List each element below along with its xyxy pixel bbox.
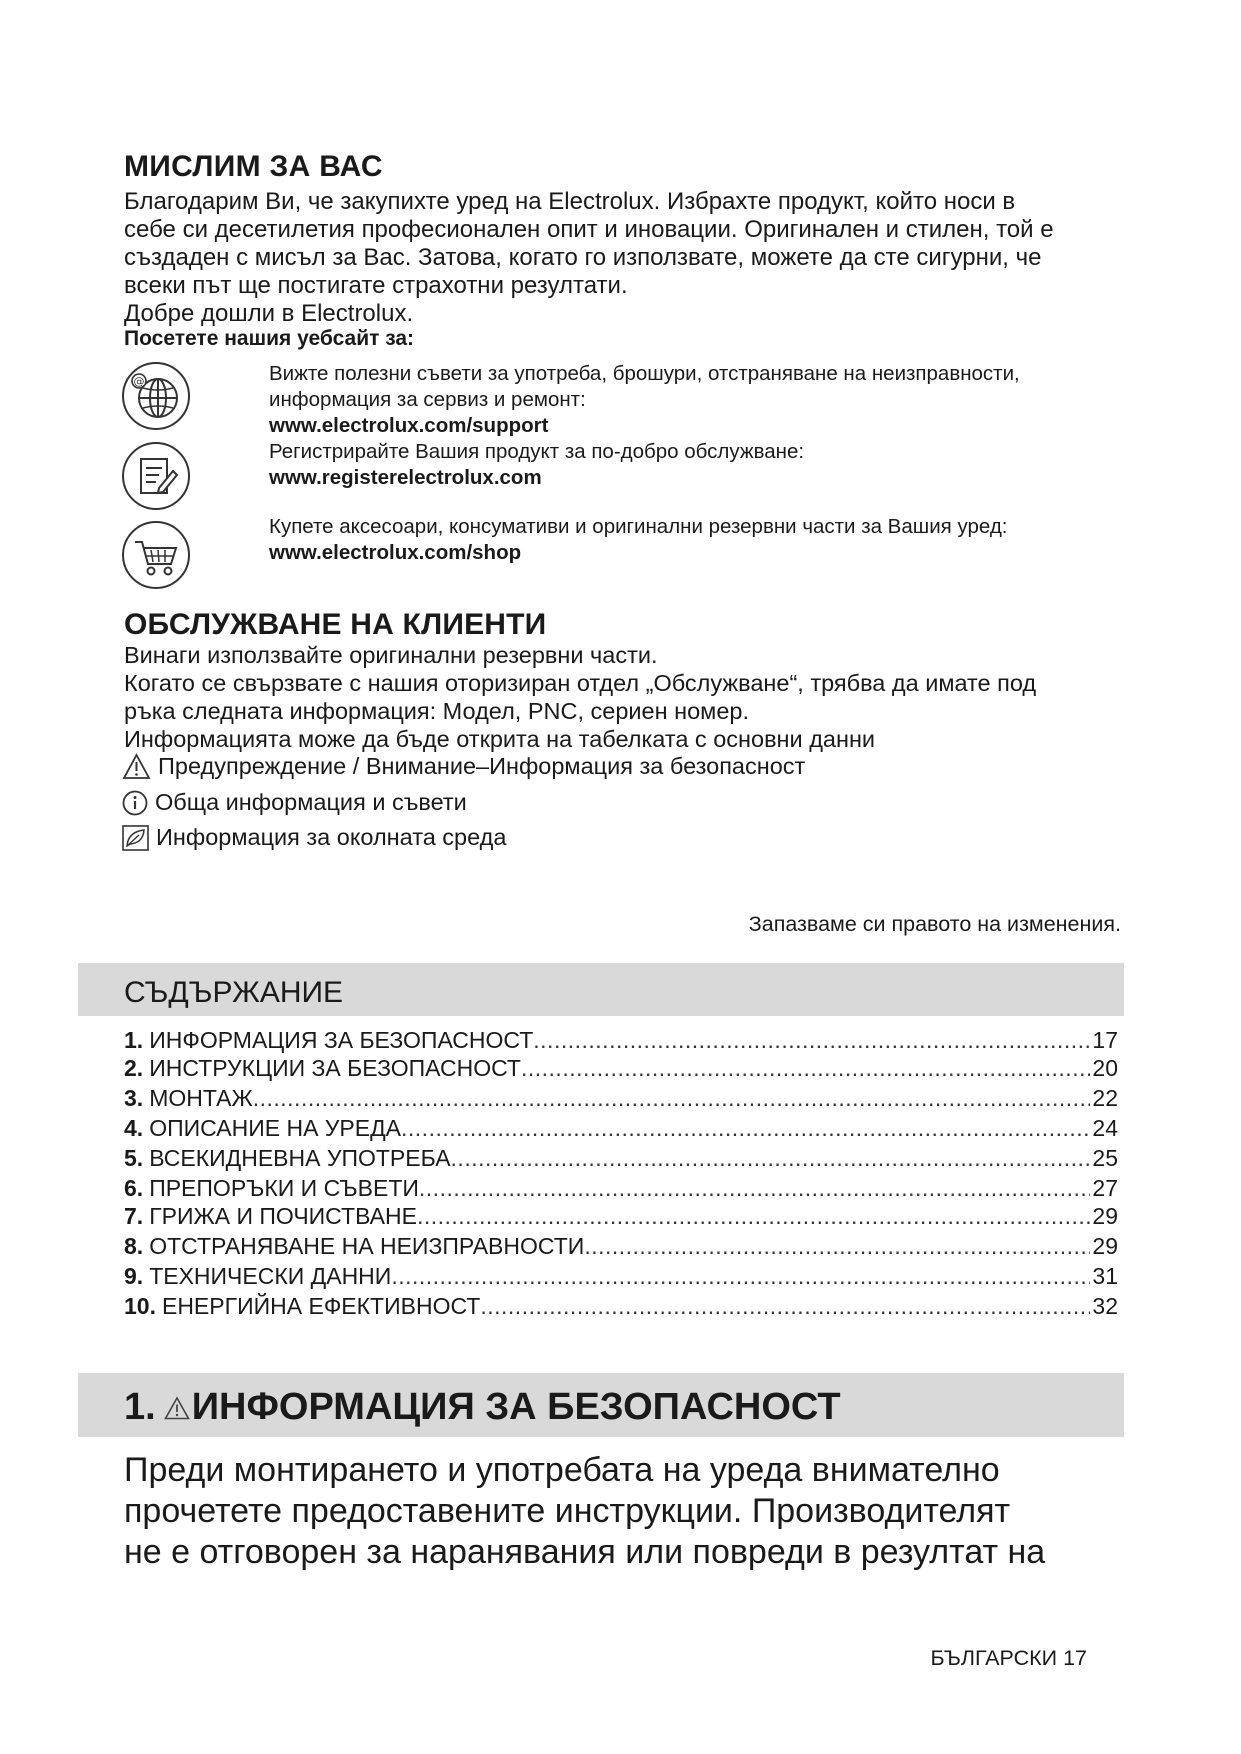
toc-page: 17 [1092, 1027, 1118, 1053]
toc-page: 22 [1092, 1085, 1118, 1111]
visit-website-heading: Посетете нашия уебсайт за: [124, 327, 415, 350]
toc-page: 20 [1092, 1055, 1118, 1081]
toc-leader [253, 1085, 1091, 1112]
toc-label: ИНФОРМАЦИЯ ЗА БЕЗОПАСНОСТ [149, 1027, 534, 1053]
legend-label: Обща информация и съвети [155, 789, 467, 815]
leaf-icon [122, 825, 149, 851]
intro-line: всеки път ще постигате страхотни резултати. [124, 272, 628, 299]
toc-page: 29 [1092, 1233, 1118, 1259]
toc-num: 2. [124, 1055, 144, 1081]
shop-link[interactable]: www.electrolux.com/shop [269, 541, 522, 564]
safety-line: прочетете предоставените инструкции. Производителят [124, 1492, 1011, 1530]
toc-item[interactable] [124, 1085, 1118, 1115]
cs-line: Винаги използвайте оригинални резервни части. [124, 642, 658, 668]
service-shop [269, 514, 1007, 566]
service-text: информация за сервиз и ремонт: [269, 388, 586, 411]
toc-label: ОПИСАНИЕ НА УРЕДА [149, 1115, 402, 1141]
safety-intro-paragraph [124, 1450, 1124, 1573]
toc-item[interactable] [124, 1175, 1118, 1205]
section-title-text: ИНФОРМАЦИЯ ЗА БЕЗОПАСНОСТ [191, 1386, 841, 1428]
svg-text:@: @ [133, 375, 145, 388]
cart-icon [121, 520, 191, 590]
toc-item[interactable] [124, 1293, 1118, 1323]
service-text: Регистрирайте Вашия продукт за по-добро обслужване: [269, 440, 805, 463]
toc-num: 9. [124, 1263, 144, 1289]
toc-label: ГРИЖА И ПОЧИСТВАНЕ [149, 1203, 417, 1229]
toc-item[interactable] [124, 1055, 1118, 1085]
toc-title: СЪДЪРЖАНИЕ [124, 976, 344, 1009]
toc-leader [391, 1263, 1090, 1290]
toc-label: ЕНЕРГИЙНА ЕФЕКТИВНОСТ [161, 1293, 481, 1319]
toc-leader [533, 1027, 1090, 1054]
toc-leader [521, 1055, 1090, 1082]
toc-leader [417, 1203, 1090, 1230]
warning-icon [164, 1396, 190, 1420]
toc-label: МОНТАЖ [149, 1085, 253, 1111]
safety-line: не е отговорен за наранявания или повреди в резултат на [124, 1533, 1046, 1571]
toc-item[interactable] [124, 1145, 1118, 1175]
intro-line: Благодарим Ви, че закупихте уред на Electrolux. Избрахте продукт, който носи в [124, 188, 1016, 215]
section-number: 1. [124, 1386, 156, 1428]
toc-item[interactable] [124, 1263, 1118, 1293]
toc-num: 10. [124, 1293, 156, 1319]
support-link[interactable]: www.electrolux.com/support [269, 414, 549, 437]
toc-leader [419, 1175, 1091, 1202]
think-of-you-title: МИСЛИМ ЗА ВАС [124, 150, 383, 183]
toc-label: ВСЕКИДНЕВНА УПОТРЕБА [149, 1145, 451, 1171]
toc-num: 3. [124, 1085, 144, 1111]
service-support [269, 361, 1020, 439]
rights-notice: Запазваме си правото на изменения. [748, 912, 1121, 936]
page-footer: БЪЛГАРСКИ 17 [930, 1646, 1087, 1670]
intro-line: създаден с мисъл за Вас. Затова, когато го използвате, можете да сте сигурни, че [124, 244, 1042, 271]
toc-label: ИНСТРУКЦИИ ЗА БЕЗОПАСНОСТ [149, 1055, 521, 1081]
toc-label: ПРЕПОРЪКИ И СЪВЕТИ [149, 1175, 419, 1201]
toc-label: ТЕХНИЧЕСКИ ДАННИ [149, 1263, 392, 1289]
register-icon [121, 441, 191, 511]
service-register [269, 439, 804, 491]
cs-line: Информацията може да бъде открита на табелката с основни данни [124, 726, 876, 752]
customer-service-body [124, 641, 1036, 753]
toc-num: 1. [124, 1027, 144, 1053]
toc-page: 24 [1092, 1115, 1118, 1141]
toc-page: 25 [1092, 1145, 1118, 1171]
toc-leader [451, 1145, 1091, 1172]
toc-leader [401, 1115, 1090, 1142]
toc-leader [584, 1233, 1090, 1260]
toc-num: 6. [124, 1175, 144, 1201]
toc-label: ОТСТРАНЯВАНЕ НА НЕИЗПРАВНОСТИ [149, 1233, 585, 1259]
customer-service-title: ОБСЛУЖВАНЕ НА КЛИЕНТИ [124, 608, 547, 641]
welcome-line: Добре дошли в Electrolux. [124, 300, 414, 327]
toc-num: 8. [124, 1233, 144, 1259]
toc-leader [480, 1293, 1090, 1320]
intro-paragraph [124, 188, 1124, 328]
info-icon [122, 790, 148, 816]
toc-num: 4. [124, 1115, 144, 1141]
globe-icon [121, 361, 191, 431]
toc-item[interactable] [124, 1027, 1118, 1057]
section-title [124, 1386, 841, 1429]
service-text: Вижте полезни съвети за употреба, брошури, отстраняване на неизправности, [269, 362, 1020, 385]
legend-label: Информация за околната среда [156, 824, 507, 850]
legend-label: Предупреждение / Внимание–Информация за безопасност [158, 753, 806, 779]
toc-page: 32 [1092, 1293, 1118, 1319]
toc-item[interactable] [124, 1115, 1118, 1145]
cs-line: ръка следната информация: Модел, PNC, сериен номер. [124, 698, 749, 724]
toc-page: 27 [1092, 1175, 1118, 1201]
warning-icon [122, 753, 151, 780]
register-link[interactable]: www.registerelectrolux.com [269, 466, 542, 489]
toc-item[interactable] [124, 1203, 1118, 1233]
legend-environment [122, 824, 506, 851]
intro-line: себе си десетилетия професионален опит и иновации. Оригинален и стилен, той е [124, 216, 1054, 243]
toc-item[interactable] [124, 1233, 1118, 1263]
cs-line: Когато се свързвате с нашия оторизиран отдел „Обслужване“, трябва да имате под [124, 670, 1037, 696]
toc-num: 7. [124, 1203, 144, 1229]
legend-info [122, 789, 467, 816]
toc-num: 5. [124, 1145, 144, 1171]
service-text: Купете аксесоари, консумативи и оригинални резервни части за Вашия уред: [269, 515, 1008, 538]
toc-page: 29 [1092, 1203, 1118, 1229]
safety-line: Преди монтирането и употребата на уреда внимателно [124, 1451, 1000, 1489]
legend-warning [122, 753, 805, 780]
toc-page: 31 [1092, 1263, 1118, 1289]
